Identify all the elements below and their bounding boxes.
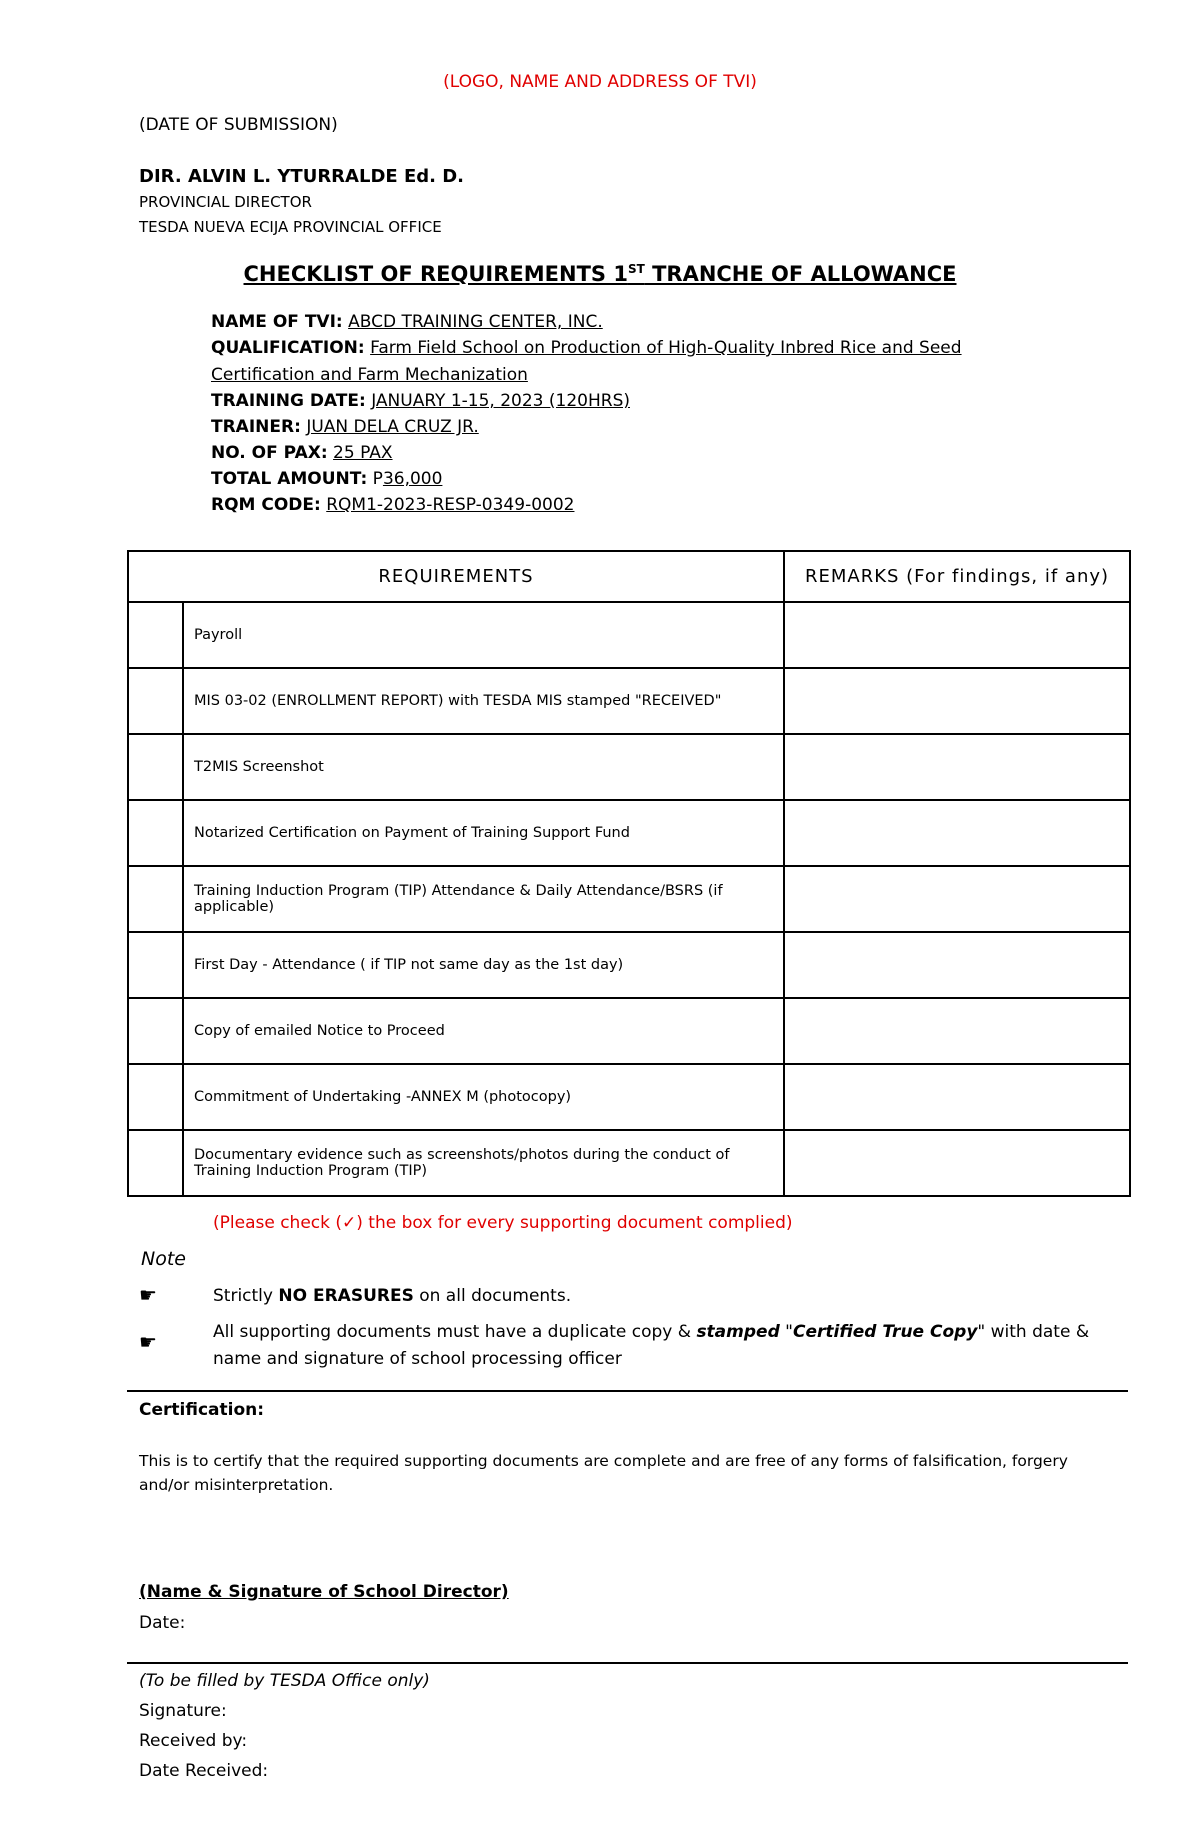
- requirement-cell: First Day - Attendance ( if TIP not same day as the 1st day): [183, 932, 784, 998]
- note-item-duplicate-copy-line-2: name and signature of school processing officer: [213, 1349, 622, 1369]
- date-label: Date:: [139, 1613, 186, 1633]
- requirement-cell: Payroll: [183, 602, 784, 668]
- requirements-column-header: REQUIREMENTS: [128, 551, 784, 602]
- requirement-cell: Notarized Certification on Payment of Training Support Fund: [183, 800, 784, 866]
- remarks-cell[interactable]: [784, 800, 1130, 866]
- check-instruction: (Please check (✓) the box for every supporting document complied): [213, 1213, 793, 1233]
- training-date-line: TRAINING DATE: JANUARY 1-15, 2023 (120HRS): [211, 391, 630, 411]
- total-amount-line: TOTAL AMOUNT: P36,000: [211, 469, 443, 489]
- check-box[interactable]: [128, 734, 183, 800]
- signature-label: Signature:: [139, 1701, 227, 1721]
- check-box[interactable]: [128, 602, 183, 668]
- requirement-cell: T2MIS Screenshot: [183, 734, 784, 800]
- remarks-cell[interactable]: [784, 866, 1130, 932]
- certification-text-line-2: and/or misinterpretation.: [139, 1476, 334, 1494]
- table-row: [128, 1130, 1130, 1196]
- table-row: [128, 602, 1130, 668]
- received-by-label: Received by:: [139, 1731, 248, 1751]
- tvi-name-line: NAME OF TVI: ABCD TRAINING CENTER, INC.: [211, 312, 603, 332]
- rqm-code-line: RQM CODE: RQM1-2023-RESP-0349-0002: [211, 495, 575, 515]
- check-box[interactable]: [128, 932, 183, 998]
- table-row: [128, 866, 1130, 932]
- remarks-column-header: REMARKS (For findings, if any): [784, 551, 1130, 602]
- remarks-cell[interactable]: [784, 734, 1130, 800]
- table-row: [128, 800, 1130, 866]
- remarks-cell[interactable]: [784, 1064, 1130, 1130]
- recipient-office: TESDA NUEVA ECIJA PROVINCIAL OFFICE: [139, 218, 442, 236]
- check-box[interactable]: [128, 668, 183, 734]
- check-box[interactable]: [128, 1130, 183, 1196]
- requirement-cell: Documentary evidence such as screenshots/photos during the conduct of Training Induction Program (TIP): [183, 1130, 784, 1196]
- date-received-label: Date Received:: [139, 1761, 269, 1781]
- office-use-note: (To be filled by TESDA Office only): [139, 1671, 430, 1691]
- check-box[interactable]: [128, 1064, 183, 1130]
- table-row: [128, 1064, 1130, 1130]
- note-heading: Note: [141, 1248, 186, 1270]
- pointing-hand-icon: ☛: [139, 1330, 157, 1354]
- trainer-line: TRAINER: JUAN DELA CRUZ JR.: [211, 417, 479, 437]
- requirements-table: [127, 550, 1131, 1197]
- date-of-submission: (DATE OF SUBMISSION): [139, 115, 338, 135]
- remarks-cell[interactable]: [784, 602, 1130, 668]
- page-title: CHECKLIST OF REQUIREMENTS 1ST TRANCHE OF ALLOWANCE: [243, 262, 957, 286]
- table-row: [128, 734, 1130, 800]
- tvi-placeholder: (LOGO, NAME AND ADDRESS OF TVI): [443, 72, 757, 92]
- pax-line: NO. OF PAX: 25 PAX: [211, 443, 393, 463]
- table-row: [128, 998, 1130, 1064]
- table-row: [128, 932, 1130, 998]
- pointing-hand-icon: ☛: [139, 1283, 157, 1307]
- section-divider: [127, 1662, 1128, 1664]
- qualification-line: QUALIFICATION: Farm Field School on Production of High-Quality Inbred Rice and Seed: [211, 338, 962, 358]
- requirement-cell: MIS 03-02 (ENROLLMENT REPORT) with TESDA MIS stamped "RECEIVED": [183, 668, 784, 734]
- requirement-cell: Copy of emailed Notice to Proceed: [183, 998, 784, 1064]
- requirement-cell: Training Induction Program (TIP) Attendance & Daily Attendance/BSRS (if applicable): [183, 866, 784, 932]
- requirement-cell: Commitment of Undertaking -ANNEX M (photocopy): [183, 1064, 784, 1130]
- qualification-line-2: Certification and Farm Mechanization: [211, 365, 528, 385]
- certification-text: This is to certify that the required supporting documents are complete and are free of any forms of falsification, forgery: [139, 1452, 1068, 1470]
- recipient-title: PROVINCIAL DIRECTOR: [139, 193, 312, 211]
- table-row: [128, 668, 1130, 734]
- remarks-cell[interactable]: [784, 1130, 1130, 1196]
- section-divider: [127, 1390, 1128, 1392]
- remarks-cell[interactable]: [784, 668, 1130, 734]
- check-box[interactable]: [128, 998, 183, 1064]
- note-item-duplicate-copy: All supporting documents must have a duplicate copy & stamped "Certified True Copy" with date &: [213, 1322, 1090, 1342]
- remarks-cell[interactable]: [784, 932, 1130, 998]
- certification-heading: Certification:: [139, 1400, 265, 1420]
- school-director-signatory: (Name & Signature of School Director): [139, 1582, 509, 1602]
- note-item-no-erasures: Strictly NO ERASURES on all documents.: [213, 1286, 572, 1306]
- check-box[interactable]: [128, 866, 183, 932]
- recipient-name: DIR. ALVIN L. YTURRALDE Ed. D.: [139, 166, 465, 187]
- table-header-row: [128, 551, 1130, 602]
- remarks-cell[interactable]: [784, 998, 1130, 1064]
- check-box[interactable]: [128, 800, 183, 866]
